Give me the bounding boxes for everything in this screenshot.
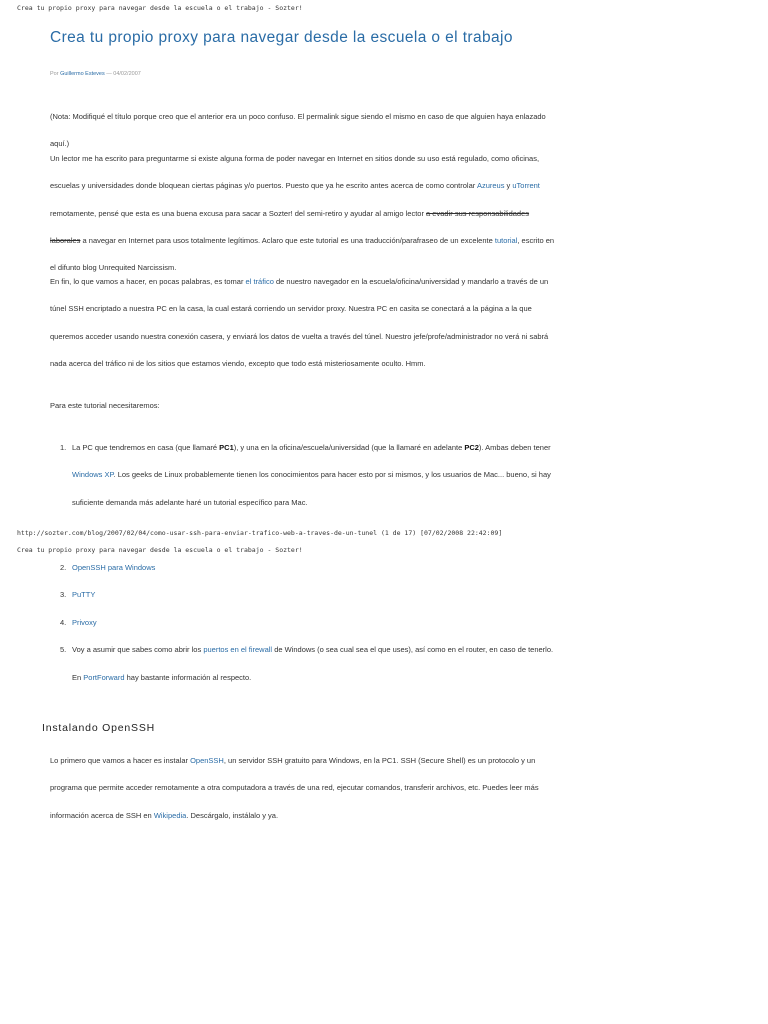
text-run: . Descárgalo, instálalo y ya. (186, 810, 279, 820)
print-page-header: Crea tu propio proxy para navegar desde la escuela o el trabajo - Sozter! (17, 4, 303, 12)
text-run: a navegar en Internet para usos totalmente legítimos. Aclaro que este tutorial es una traducción/parafraseo de un excelente (80, 235, 495, 245)
list-number: 4. (60, 617, 67, 627)
text-run: y (504, 181, 513, 191)
portforward-link[interactable]: PortForward (83, 672, 125, 682)
text-run: La PC que tendremos en casa (que llamaré (72, 443, 220, 452)
text-run: ), y una en la oficina/escuela/universidad (que la llamaré en adelante (233, 443, 465, 452)
tutorial-link[interactable]: tutorial (494, 235, 518, 245)
note-paragraph: (Nota: Modifiqué el título porque creo que el anterior era un poco confuso. El permalink sigue siendo el mismo en caso de que alguien haya enlazado aquí.) (50, 112, 546, 149)
text-run: , un servidor SSH gratuito para Windows, en la PC1. SSH (Secure Shell) es un protocolo y un programa que permite acceder remotamente a otra computadora a través de una red, ejecutar comandos, transferir archivos, etc. Puedes leer más información acerca de SSH en (50, 756, 539, 820)
text-run: . Los geeks de Linux probablemente tienen los conocimientos para hacer esto por si mismos, y los usuarios de Mac... bueno, si hay suficiente demanda más adelante haré un tutorial específico para Mac. (72, 470, 551, 507)
requirements-list-continued (60, 554, 555, 691)
privoxy-link[interactable]: Privoxy (72, 617, 97, 627)
wikipedia-link[interactable]: Wikipedia (153, 810, 187, 820)
text-run: Voy a asumir que sabes como abrir los (72, 645, 204, 655)
list-number: 5. (60, 645, 67, 655)
article-title: Crea tu propio proxy para navegar desde la escuela o el trabajo (50, 29, 513, 46)
text-run: remotamente, pensé que esta es una buena excusa para sacar a Sozter! del semi-retiro y ayudar al amigo lector (50, 208, 427, 218)
print-page-header: Crea tu propio proxy para navegar desde la escuela o el trabajo - Sozter! (17, 546, 303, 554)
requirements-intro: Para este tutorial necesitaremos: (50, 401, 160, 410)
trafico-link[interactable]: el tráfico (245, 277, 274, 286)
text-run: Lo primero que vamos a hacer es instalar (50, 756, 191, 765)
pc1-label: PC1 (219, 443, 234, 452)
text-run: de nuestro navegador en la escuela/oficina/universidad y mandarlo a través de un túnel SSH encriptado a nuestra PC en la casa, la cual estará corriendo un servidor proxy. Nuestra PC en casita se conectará a la página a la que queremos acceder usando nuestra conexión casera, y enviará los datos de vuelta a través del túnel. Nuestro jefe/profe/administrador no verá ni sabrá nada acerca del tráfico ni de los sitios que estamos viendo, excepto que todo está misteriosamente oculto. Hmm. (50, 277, 549, 368)
requirements-list (60, 434, 555, 516)
text-run: Un lector me ha escrito para preguntarme si existe alguna forma de poder navegar en Internet en sitios donde su uso está regulado, como oficinas, escuelas y universidades donde bloquean ciertas páginas y/o puertos. Puesto que ya he escrito antes acerca de como controlar (50, 154, 540, 191)
list-number: 1. (60, 443, 67, 452)
section-heading: Instalando OpenSSH (42, 722, 156, 734)
post-date: — 04/02/2007 (104, 71, 141, 77)
windows-xp-link[interactable]: Windows XP (72, 470, 114, 480)
print-page-footer: http://sozter.com/blog/2007/02/04/como-usar-ssh-para-enviar-trafico-web-a-traves-de-un-tunel (1 de 17) [07/02/2008 22:42:09] (17, 529, 503, 537)
pc2-label: PC2 (464, 443, 479, 452)
list-item (60, 581, 555, 608)
list-number: 2. (60, 563, 67, 572)
list-item (60, 554, 555, 581)
putty-link[interactable]: PuTTY (72, 590, 96, 600)
summary-paragraph (50, 268, 555, 377)
author-link[interactable]: Guillermo Esteves (60, 71, 105, 77)
text-run: de Windows (o sea cual sea el que uses), así como en el router, en caso de tenerlo. En (72, 645, 554, 682)
text-run: , escrito en el difunto blog Unrequited Narcissism. (50, 235, 555, 273)
byline (50, 71, 141, 77)
intro-paragraph (50, 145, 555, 281)
list-item (60, 636, 555, 691)
azureus-link[interactable]: Azureus (476, 181, 505, 191)
list-number: 3. (60, 590, 67, 600)
text-run: hay bastante información al respecto. (124, 672, 252, 682)
strikethrough-text: a evadir sus responsabilidades laborales (50, 208, 530, 245)
byline-prefix: Por (50, 71, 61, 77)
firewall-ports-link[interactable]: puertos en el firewall (203, 645, 273, 655)
text-run: ). Ambas deben tener (478, 443, 551, 452)
utorrent-link[interactable]: uTorrent (512, 181, 540, 191)
list-item (60, 434, 555, 516)
openssh-windows-link[interactable]: OpenSSH para Windows (72, 563, 156, 572)
openssh-paragraph (50, 747, 555, 829)
list-item (60, 609, 555, 636)
openssh-link[interactable]: OpenSSH (190, 756, 224, 765)
text-run: En fin, lo que vamos a hacer, en pocas palabras, es tomar (50, 277, 246, 286)
